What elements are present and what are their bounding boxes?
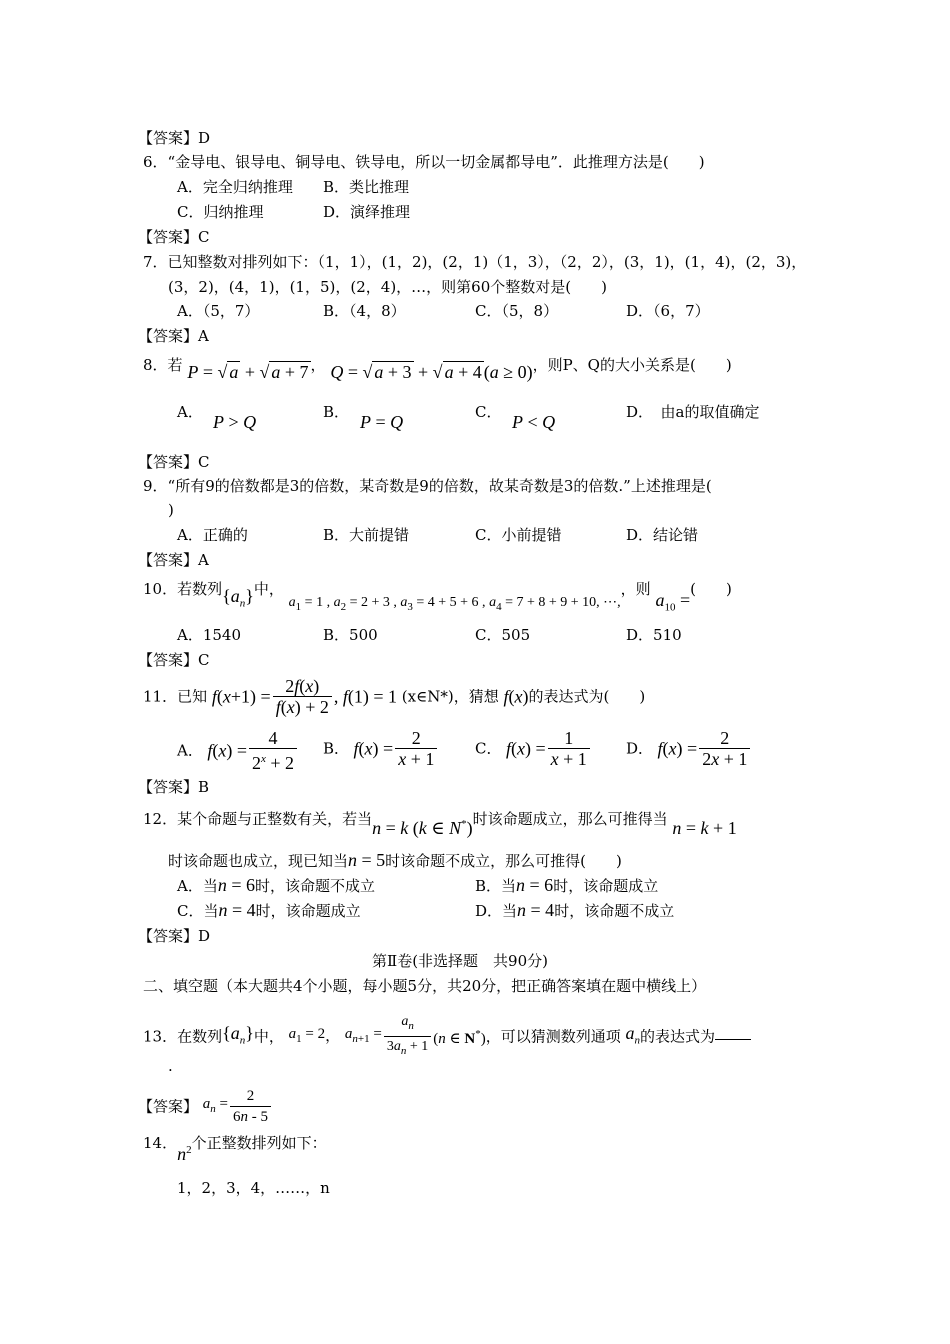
answer-line-q9: 【答案】A [138,551,209,569]
q12-option-b: B．当n = 6时，该命题成立 [475,875,659,895]
q12-option-a: A．当n = 6时，该命题不成立 [177,875,376,895]
question-9-stem-line1: 9．“所有9的倍数都是3的倍数，某奇数是9的倍数，故某奇数是3的倍数.”上述推理是( [143,477,712,495]
q10-sequence: $\{a_n\}$ [222,586,254,610]
q7-option-a: A．（5，7） [177,302,260,320]
q10-option-b: B．500 [323,626,378,644]
section-2-title: 第Ⅱ卷(非选择题 共90分) [372,952,548,970]
question-14-stem: 14．$n^2$个正整数排列如下： [143,1134,327,1164]
q10-option-d: D．510 [626,626,682,644]
question-12-stem-line1: 12．某个命题与正整数有关，若当n = k (k ∈ N*)时该命题成立，那么可推得当 n = k + 1 [143,810,737,838]
q13-answer-blank[interactable] [715,1025,751,1040]
q11-option-c: C． f(x) = $\frac{1}{x + 1}$ [475,728,592,769]
answer-line-q5: 【答案】D [138,129,211,147]
answer-line-q10: 【答案】C [138,651,210,669]
answer-line-q11: 【答案】B [138,778,210,796]
q7-option-c: C．（5，8） [475,302,559,320]
q8-option-c: C． [475,403,502,421]
q12-n-eq-k1: n = k + 1 [672,818,737,838]
q11-fraction: $\frac{2f(x)}{f(x) + 2}$ [273,676,332,717]
q11-formula: f(x+1) = [211,686,271,707]
q8-option-b: B． [323,403,350,421]
q9-option-c: C．小前提错 [475,526,562,544]
q9-option-d: D．结论错 [626,526,699,544]
q7-option-b: B．（4，8） [323,302,406,320]
q10-option-a: A．1540 [177,626,242,644]
q14-row-1: 1，2，3，4，……，n [177,1179,330,1197]
q10-option-c: C．505 [475,626,531,644]
q10-a10: $a_{10}$ = [655,590,691,614]
q6-option-b: B．类比推理 [323,178,410,196]
question-6-stem: 6．“金导电、银导电、铜导电、铁导电，所以一切金属都导电”．此推理方法是( ) [143,153,705,171]
q13-answer-fraction: $\frac{2}{6n - 5}$ [230,1086,271,1127]
q8-option-d: D． 由a的取值确定 [626,403,760,421]
q8-formula-p: P [187,362,199,382]
answer-line-q6: 【答案】C [138,228,210,246]
question-9-stem-line2: ) [168,501,174,519]
q6-option-c: C．归纳推理 [177,203,264,221]
q9-option-b: B．大前提错 [323,526,410,544]
q7-option-d: D．（6，7） [626,302,710,320]
q8-option-a-formula: P > Q [213,412,257,432]
answer-line-q7: 【答案】A [138,327,209,345]
q12-n-eq-5: n = 5 [348,850,386,870]
q11-option-d: D． f(x) = $\frac{2}{2x + 1}$ [626,728,752,769]
q13-period: . [168,1057,173,1075]
q8-option-a: A． [177,403,203,421]
answer-line-q12: 【答案】D [138,927,211,945]
question-7-stem-line2: (3，2)，(4，1)，(1，5)，(2，4)，…，则第60个整数对是( ) [168,278,607,296]
question-12-stem-line2: 时该命题也成立，现已知当n = 5时该命题不成立，那么可推得( ) [168,850,622,870]
q12-option-d: D．当n = 4时，该命题不成立 [475,900,675,920]
section-2-subtitle: 二、填空题（本大题共4个小题，每小题5分，共20分，把正确答案填在题中横线上） [143,977,707,995]
q9-option-a: A．正确的 [177,526,248,544]
q12-n-eq-k: n = k (k ∈ N*) [372,818,473,838]
q6-option-a: A．完全归纳推理 [177,178,293,196]
question-7-stem-line1: 7．已知整数对排列如下：（1，1），(1，2)，(2，1)（1，3），（2，2），(3，1)，(1，4)，(2，3)， [143,253,807,271]
q12-option-c: C．当n = 4时，该命题成立 [177,900,361,920]
q11-option-b: B． f(x) = $\frac{2}{x + 1}$ [323,728,439,769]
q14-n-squared: $n^2$ [177,1144,192,1164]
answer-line-q13: 【答案】 $a_n$ = $\frac{2}{6n - 5}$ [138,1086,273,1127]
question-8-stem: 8．若 P = √ a + √ a + 7 ， Q = √ a + 3 + √ a + 4 (a ≥ 0)，则P、Q的大小关系是( ) [143,356,732,382]
q8-option-b-formula: P = Q [360,412,404,432]
q11-option-a: A． f(x) = $\frac{4}{2^x + 2}$ [177,728,299,773]
q10-terms: $a_1 = 1$ , $a_2 = 2 + 3$ , $a_3 = 4 + 5 + 6$ , $a_4 = 7 + 8 + 9 + 10$, ⋯, [288,595,621,613]
question-11-stem: 11．已知 f(x+1) = $\frac{2f(x)}{f(x) + 2}$ , f(1) = 1 (x∈N*)，猜想 f(x)的表达式为( ) [143,676,646,717]
q8-option-c-formula: P < Q [512,412,556,432]
question-13-stem: 13．在数列$\{a_n\}$中， $a_1 = 2$， $a_{n+1}$ = $\frac{a_n}{3a_n + 1}$ (n ∈ N*)，可以猜测数列通项 $a_n$的表达式为 [143,1012,751,1061]
question-10-stem: 10．若数列$\{a_n\}$中， $a_1 = 1$ , $a_2 = 2 + 3$ , $a_3 = 4 + 5 + 6$ , $a_4 = 7 + 8 + 9 + 10$, ⋯,，则 $a_{10}$ =( ) [143,580,732,614]
q11-fx: f(x) [503,686,529,707]
q8-formula-q: Q = √ a + 3 + √ a + 4 (a ≥ 0) [330,362,533,382]
q6-option-d: D．演绎推理 [323,203,411,221]
answer-line-q8: 【答案】C [138,453,210,471]
